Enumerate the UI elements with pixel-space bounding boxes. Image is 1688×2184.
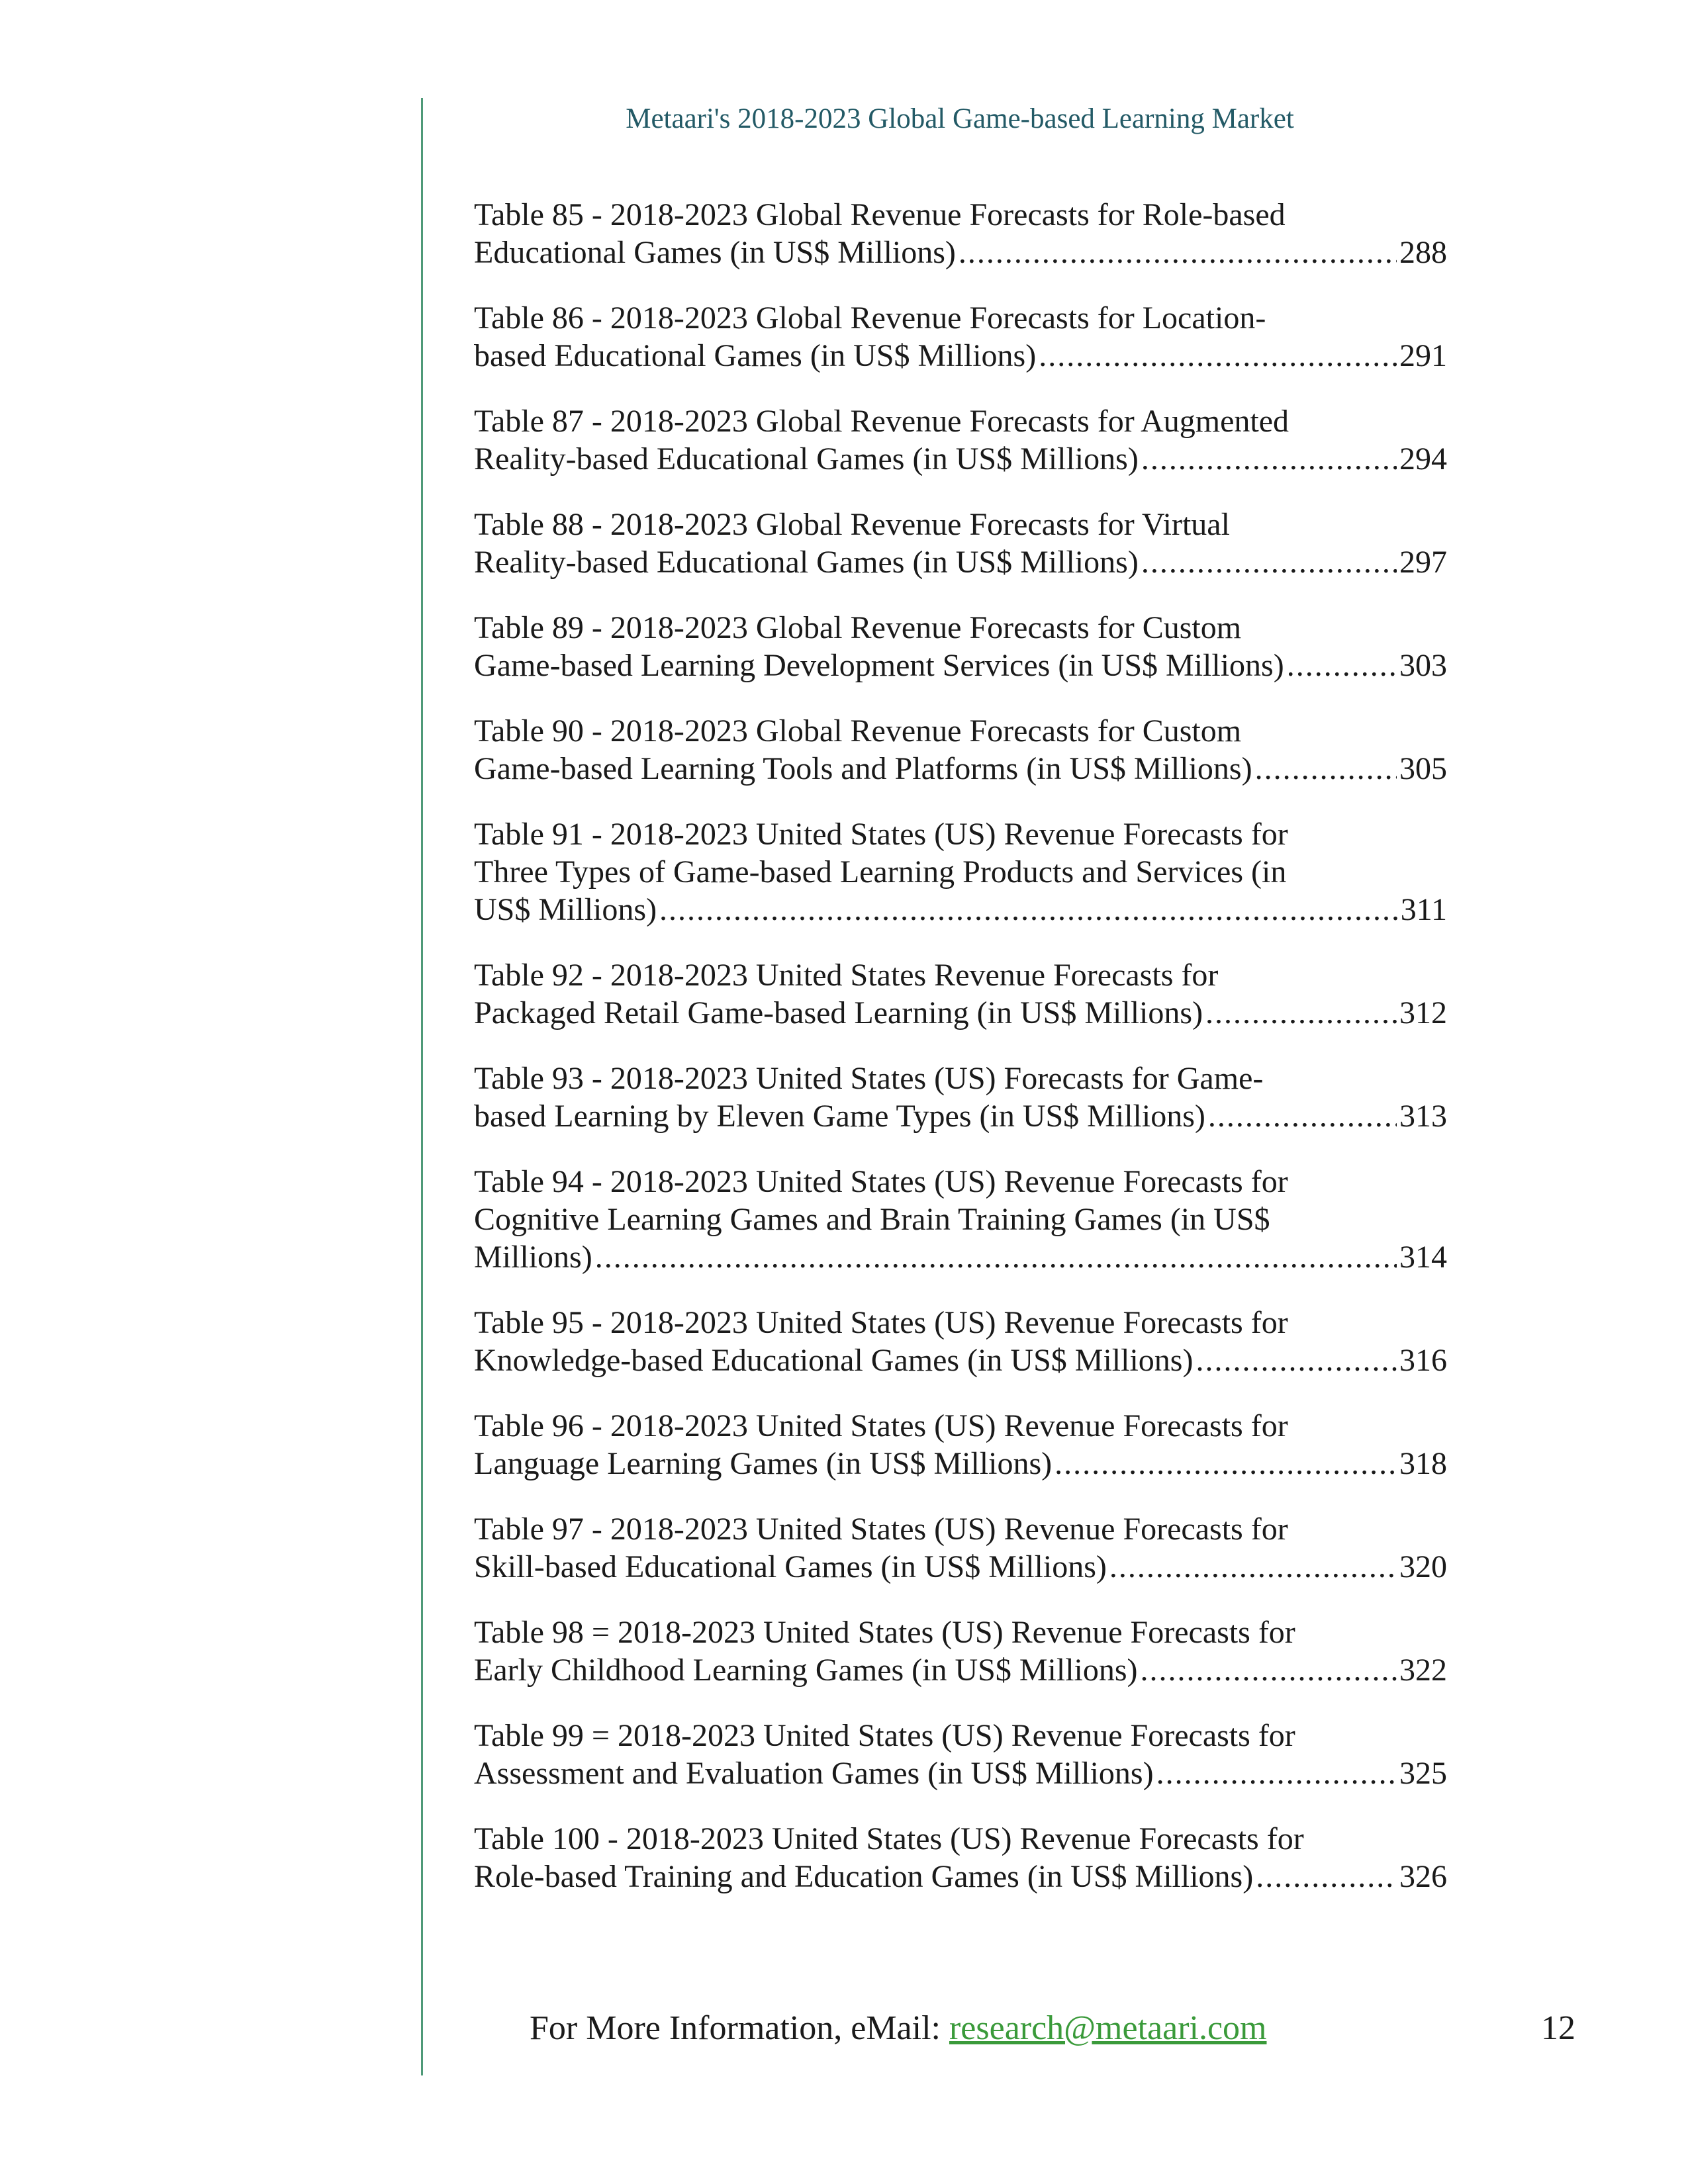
- dot-leader: [959, 234, 1397, 271]
- dot-leader: [1287, 647, 1397, 684]
- toc-entry-title-line: Table 98 = 2018-2023 United States (US) Revenue Forecasts for: [474, 1615, 1295, 1650]
- toc-page-number: 311: [1400, 892, 1447, 927]
- toc-entry-last-line: [474, 994, 1447, 1032]
- toc-entry-last-line: [474, 1097, 1447, 1135]
- toc-entry-last-line: [474, 1445, 1447, 1482]
- dot-leader: [1039, 337, 1397, 375]
- toc-entry-title-end: Language Learning Games (in US$ Millions): [474, 1446, 1053, 1481]
- dot-leader: [1109, 1548, 1397, 1586]
- toc-entry-title-line: Table 99 = 2018-2023 United States (US) Revenue Forecasts for: [474, 1718, 1295, 1753]
- footer-prefix: For More Information, eMail:: [530, 2009, 949, 2047]
- toc-page-number: 297: [1399, 545, 1447, 580]
- toc-entry-title-end: Assessment and Evaluation Games (in US$ Millions): [474, 1756, 1154, 1791]
- toc-page-number: 294: [1399, 441, 1447, 477]
- toc-entry-title-line: Cognitive Learning Games and Brain Training Games (in US$: [474, 1202, 1270, 1237]
- toc-entry-last-line: [474, 647, 1447, 684]
- dot-leader: [1055, 1445, 1397, 1482]
- dot-leader: [1256, 1858, 1397, 1895]
- toc-entry[interactable]: [474, 1510, 1447, 1586]
- toc-entry-last-line: [474, 543, 1447, 581]
- toc-entry-title-line: Table 97 - 2018-2023 United States (US) Revenue Forecasts for: [474, 1512, 1288, 1547]
- toc-entry-last-line: [474, 1238, 1447, 1276]
- toc-page-number: 322: [1399, 1653, 1447, 1688]
- dot-leader: [1196, 1342, 1397, 1379]
- toc-entry-title-end: Knowledge-based Educational Games (in US$ Millions): [474, 1343, 1194, 1378]
- toc-page-number: 318: [1399, 1446, 1447, 1481]
- toc-entry-title-line: Table 95 - 2018-2023 United States (US) Revenue Forecasts for: [474, 1305, 1288, 1340]
- toc-entry-title-line: Table 87 - 2018-2023 Global Revenue Forecasts for Augmented: [474, 404, 1289, 439]
- toc-entry-last-line: [474, 750, 1447, 788]
- toc-entry-title-line: Table 100 - 2018-2023 United States (US) Revenue Forecasts for: [474, 1821, 1304, 1856]
- toc-entry-title-line: Table 91 - 2018-2023 United States (US) Revenue Forecasts for: [474, 817, 1288, 852]
- toc-entry[interactable]: [474, 1407, 1447, 1482]
- toc-entry-title-line: Table 94 - 2018-2023 United States (US) Revenue Forecasts for: [474, 1164, 1288, 1199]
- toc-entry-title-end: Packaged Retail Game-based Learning (in US$ Millions): [474, 995, 1203, 1030]
- toc-page-number: 313: [1399, 1099, 1447, 1134]
- margin-rule: [421, 98, 423, 2075]
- toc-page-number: 320: [1399, 1549, 1447, 1584]
- toc-entry-last-line: [474, 1342, 1447, 1379]
- toc-entry-last-line: [474, 1858, 1447, 1895]
- dot-leader: [1141, 1651, 1397, 1689]
- toc-entry[interactable]: [474, 1614, 1447, 1689]
- toc-entry[interactable]: [474, 609, 1447, 684]
- toc-entry-title-line: Table 89 - 2018-2023 Global Revenue Forecasts for Custom: [474, 610, 1242, 645]
- toc-entry-title-line: Table 85 - 2018-2023 Global Revenue Forecasts for Role-based: [474, 197, 1286, 232]
- page-footer: [530, 2005, 1575, 2052]
- toc-page-number: 312: [1399, 995, 1447, 1030]
- dot-leader: [1255, 750, 1397, 788]
- toc-entry-title-line: Table 93 - 2018-2023 United States (US) Forecasts for Game-: [474, 1061, 1264, 1096]
- running-header: Metaari's 2018-2023 Global Game-based Learning Market: [626, 103, 1294, 134]
- toc-entry[interactable]: [474, 956, 1447, 1032]
- toc-entry-title-end: Millions): [474, 1240, 592, 1275]
- dot-leader: [595, 1238, 1397, 1276]
- dot-leader: [1141, 440, 1397, 478]
- toc-entry-title-end: Early Childhood Learning Games (in US$ Millions): [474, 1653, 1138, 1688]
- toc-page-number: 288: [1399, 235, 1447, 270]
- toc-entry-title-end: Game-based Learning Tools and Platforms (in US$ Millions): [474, 751, 1252, 786]
- toc-entry-title-end: Educational Games (in US$ Millions): [474, 235, 956, 270]
- toc-entry[interactable]: [474, 196, 1447, 271]
- dot-leader: [1141, 543, 1397, 581]
- toc-entry[interactable]: [474, 1717, 1447, 1792]
- toc-entry[interactable]: [474, 402, 1447, 478]
- dot-leader: [1205, 994, 1397, 1032]
- toc-page-number: 325: [1399, 1756, 1447, 1791]
- toc-entry-title-end: based Learning by Eleven Game Types (in US$ Millions): [474, 1099, 1205, 1134]
- page-number: 12: [1541, 2009, 1575, 2047]
- toc-page-number: 314: [1399, 1240, 1447, 1275]
- toc-entry-title-line: Table 86 - 2018-2023 Global Revenue Forecasts for Location-: [474, 300, 1266, 336]
- toc-entry-title-end: Reality-based Educational Games (in US$ Millions): [474, 441, 1139, 477]
- toc-entry-title-end: Skill-based Educational Games (in US$ Millions): [474, 1549, 1107, 1584]
- dot-leader: [1156, 1754, 1397, 1792]
- dot-leader: [659, 891, 1398, 929]
- toc-entry-last-line: [474, 1754, 1447, 1792]
- toc-page-number: 326: [1399, 1859, 1447, 1894]
- toc-entry[interactable]: [474, 299, 1447, 375]
- toc-entry[interactable]: [474, 1304, 1447, 1379]
- toc-entry-title-end: Reality-based Educational Games (in US$ Millions): [474, 545, 1139, 580]
- toc-entry-title-line: Table 90 - 2018-2023 Global Revenue Forecasts for Custom: [474, 713, 1242, 749]
- toc-entry-title-end: Game-based Learning Development Services (in US$ Millions): [474, 648, 1284, 683]
- toc-entry[interactable]: [474, 815, 1447, 929]
- toc-entry-title-end: US$ Millions): [474, 892, 657, 927]
- toc-page-number: 316: [1399, 1343, 1447, 1378]
- toc-page-number: 305: [1399, 751, 1447, 786]
- email-link[interactable]: research@metaari.com: [949, 2009, 1267, 2047]
- toc-entry[interactable]: [474, 506, 1447, 581]
- toc-entry-title-line: Table 96 - 2018-2023 United States (US) Revenue Forecasts for: [474, 1408, 1288, 1443]
- toc-entry[interactable]: [474, 1163, 1447, 1276]
- toc-entry-last-line: [474, 891, 1447, 929]
- toc-entry[interactable]: [474, 1060, 1447, 1135]
- toc-entry-last-line: [474, 234, 1447, 271]
- toc-entry-last-line: [474, 440, 1447, 478]
- toc-page-number: 303: [1399, 648, 1447, 683]
- toc-entry-title-line: Three Types of Game-based Learning Products and Services (in: [474, 854, 1287, 889]
- toc-entry-title-line: Table 88 - 2018-2023 Global Revenue Forecasts for Virtual: [474, 507, 1230, 542]
- toc-entry[interactable]: [474, 712, 1447, 788]
- toc-entry-title-end: based Educational Games (in US$ Millions): [474, 338, 1037, 373]
- toc-entry-last-line: [474, 337, 1447, 375]
- toc-page-number: 291: [1399, 338, 1447, 373]
- footer-contact: [530, 2005, 1267, 2052]
- list-of-tables: [474, 196, 1447, 1923]
- toc-entry-last-line: [474, 1548, 1447, 1586]
- toc-entry[interactable]: [474, 1820, 1447, 1895]
- dot-leader: [1208, 1097, 1397, 1135]
- toc-entry-last-line: [474, 1651, 1447, 1689]
- toc-entry-title-line: Table 92 - 2018-2023 United States Revenue Forecasts for: [474, 958, 1219, 993]
- toc-entry-title-end: Role-based Training and Education Games (in US$ Millions): [474, 1859, 1254, 1894]
